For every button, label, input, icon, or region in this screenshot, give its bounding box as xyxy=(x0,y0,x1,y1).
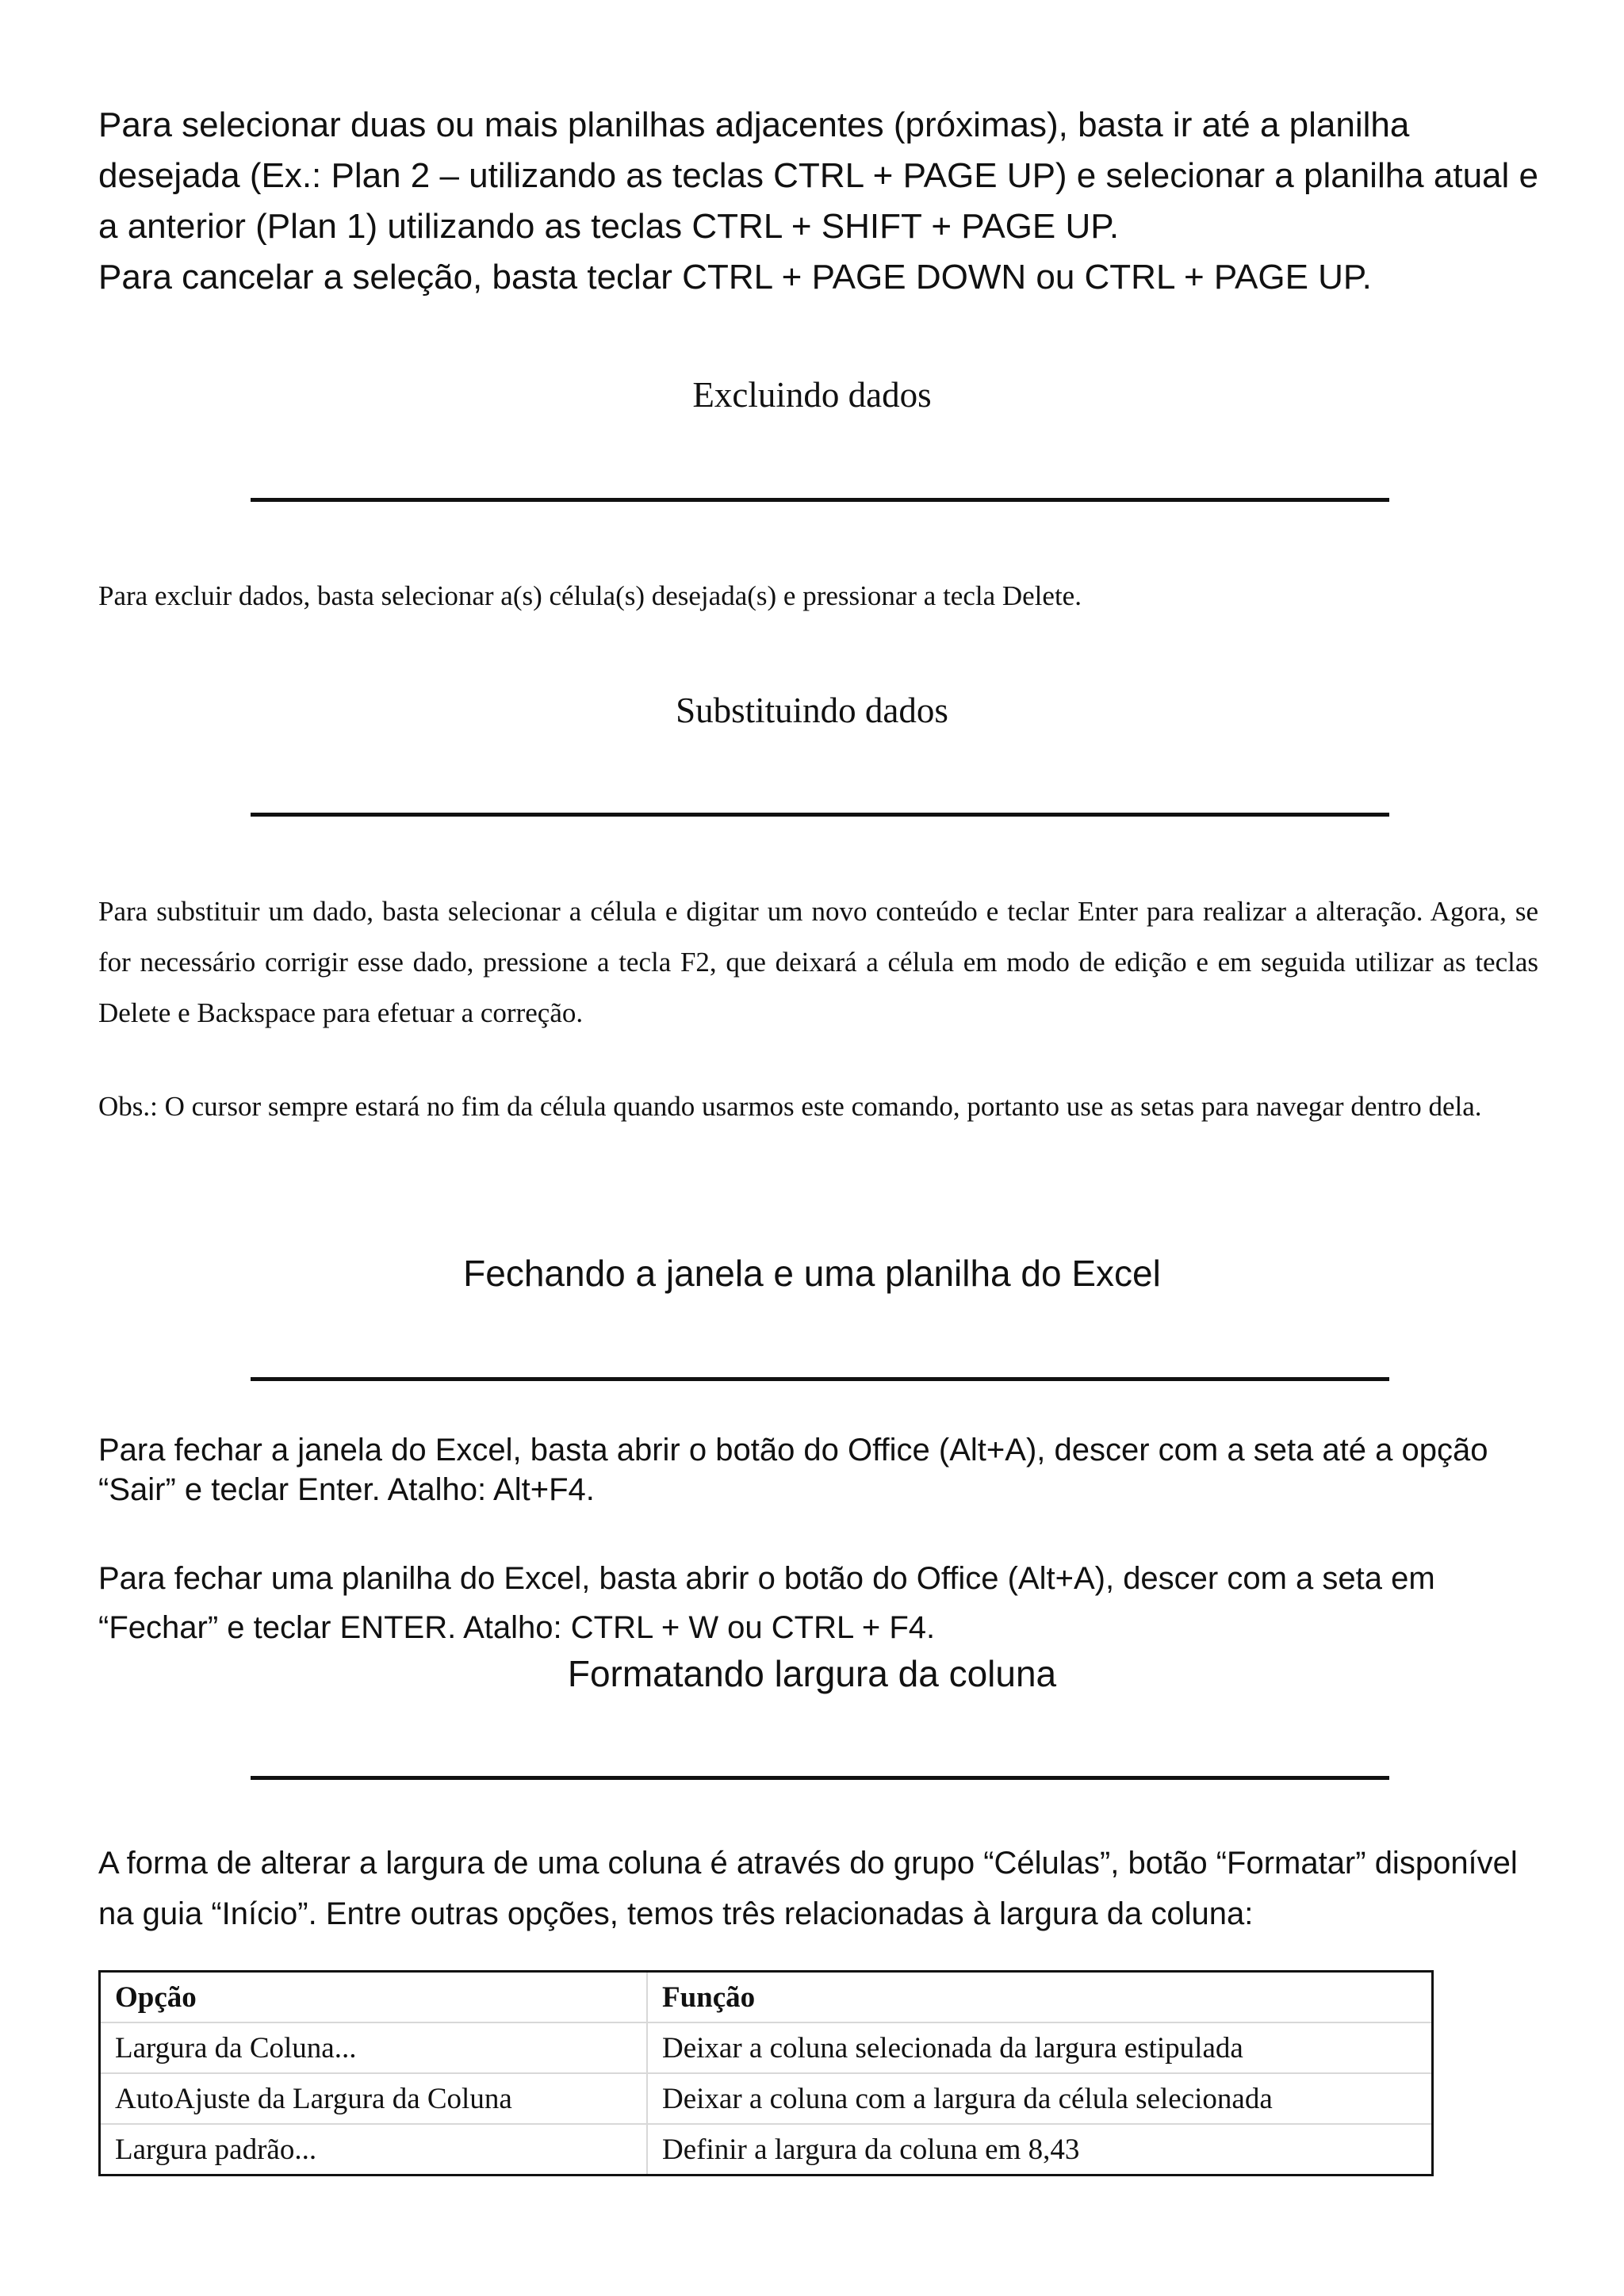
table-cell-opcao: Largura da Coluna... xyxy=(100,2022,648,2073)
heading-formatando: Formatando largura da coluna xyxy=(567,1653,1057,1694)
column-width-options-table xyxy=(98,1970,1434,2176)
table-cell-opcao: AutoAjuste da Largura da Coluna xyxy=(100,2073,648,2124)
table-cell-funcao: Deixar a coluna com a largura da célula selecionada xyxy=(647,2073,1433,2124)
excluindo-paragraph: Para excluir dados, basta selecionar a(s) célula(s) desejada(s) e pressionar a tecla Delete. xyxy=(98,580,1082,611)
heading-excluindo: Excluindo dados xyxy=(692,375,932,415)
heading-substituindo: Substituindo dados xyxy=(676,691,948,730)
table-cell-funcao: Definir a largura da coluna em 8,43 xyxy=(662,2133,1080,2166)
fechando-paragraph-janela: Para fechar a janela do Excel, basta abrir o botão do Office (Alt+A), descer com a seta até a opção “Sair” e teclar Enter. Atalho: Alt+F4. xyxy=(98,1433,1488,1507)
table-cell-opcao: Largura padrão... xyxy=(100,2124,648,2175)
substituindo-paragraph: Para substituir um dado, basta selecionar a célula e digitar um novo conteúdo e teclar Enter para realizar a alteração. Agora, se for necessário corrigir esse dado, pressione a tecla F2, que deixará a célula em modo de edição e em seguida utilizar as teclas Delete e Backspace para efetuar a correção. xyxy=(98,896,1538,1028)
table-header-funcao: Função xyxy=(647,1972,1433,2023)
divider-formatando xyxy=(251,1776,1389,1780)
intro-paragraph-cancel: Para cancelar a seleção, basta teclar CTRL + PAGE DOWN ou CTRL + PAGE UP. xyxy=(98,258,1372,297)
divider-excluindo xyxy=(251,498,1389,502)
divider-substituindo xyxy=(251,813,1389,817)
table-row xyxy=(100,2073,1433,2124)
formatando-paragraph: A forma de alterar a largura de uma coluna é através do grupo “Células”, botão “Formatar” disponível na guia “Início”. Entre outras opções, temos três relacionadas à largura da coluna: xyxy=(98,1846,1518,1931)
intro-paragraph-select: Para selecionar duas ou mais planilhas adjacentes (próximas), basta ir até a planilha desejada (Ex.: Plan 2 – utilizando as teclas CTRL + PAGE UP) e selecionar a planilha atual e a anterior (Plan 1) utilizando as teclas CTRL + SHIFT + PAGE UP. xyxy=(98,105,1538,246)
divider-fechando xyxy=(251,1377,1389,1381)
substituindo-obs: Obs.: O cursor sempre estará no fim da célula quando usarmos este comando, portanto use as setas para navegar dentro dela. xyxy=(98,1091,1482,1122)
table-row xyxy=(100,2022,1433,2073)
table-header-opcao: Opção xyxy=(100,1972,648,2023)
table-row xyxy=(100,2124,1433,2175)
heading-fechando: Fechando a janela e uma planilha do Excel xyxy=(463,1253,1161,1294)
table-cell-funcao: Deixar a coluna selecionada da largura estipulada xyxy=(647,2022,1433,2073)
fechando-paragraph-planilha: Para fechar uma planilha do Excel, basta abrir o botão do Office (Alt+A), descer com a seta em “Fechar” e teclar ENTER. Atalho: CTRL + W ou CTRL + F4. xyxy=(98,1561,1435,1645)
intro-section xyxy=(98,100,1542,303)
table-header-row xyxy=(100,1972,1433,2023)
